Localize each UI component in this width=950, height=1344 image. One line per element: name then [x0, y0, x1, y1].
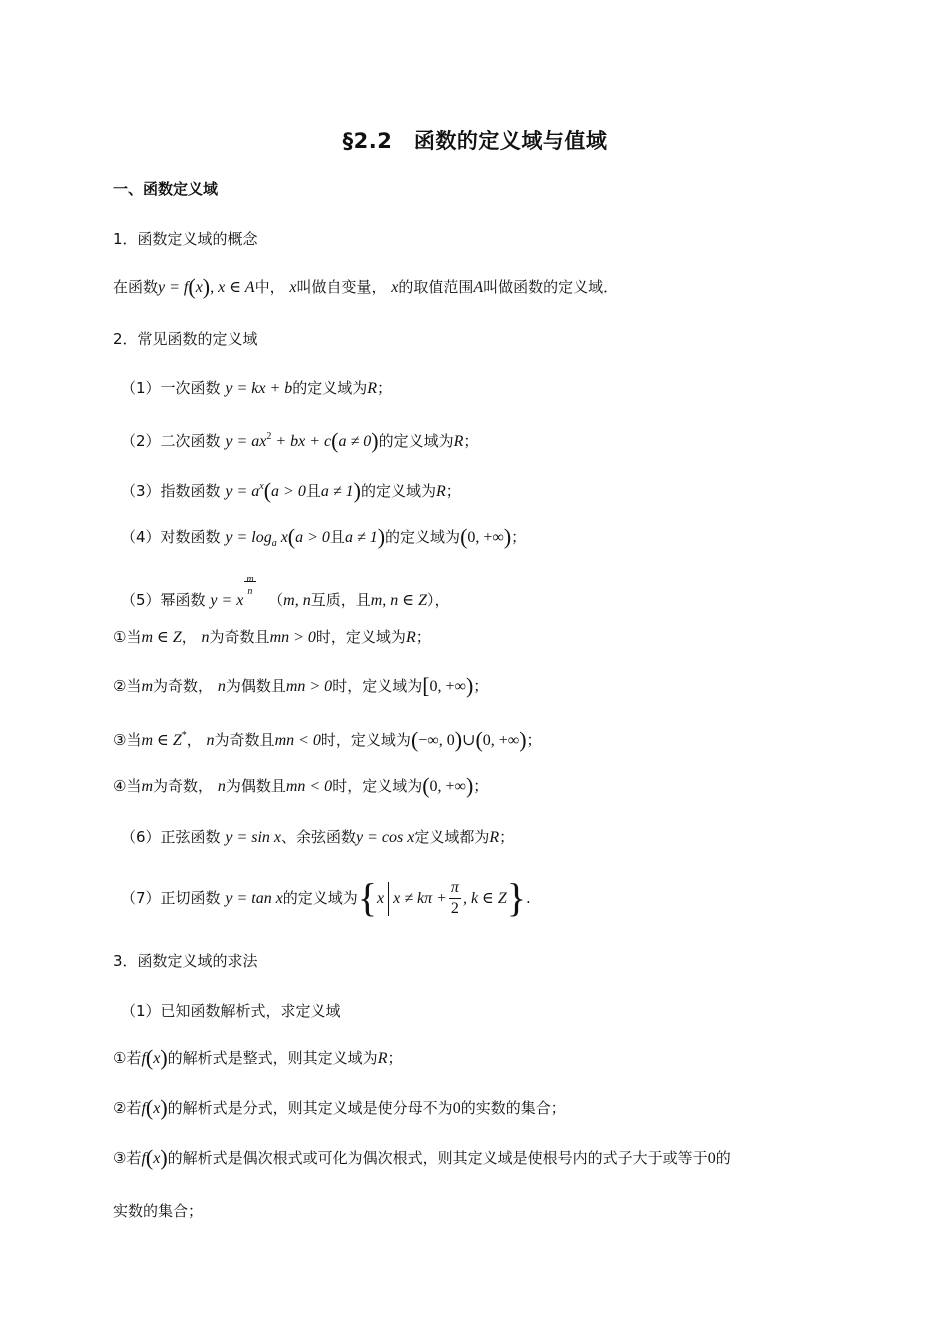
- item-exponential: （3）指数函数 $y = a^x(a > 0$且a ≠ 1)的定义域为R；: [121, 478, 461, 503]
- subheading-2: 2．常见函数的定义域: [113, 330, 258, 348]
- item-quadratic: （2）二次函数 $y = ax^2$ + bx + c(a ≠ 0)的定义域为R；: [121, 428, 479, 453]
- subheading-1: 1．函数定义域的概念: [113, 230, 258, 248]
- case-4: ④当m为奇数， n为偶数且mn < 0时，定义域为(0, +∞)；: [113, 773, 489, 798]
- item-linear: （1）一次函数 y = kx + b的定义域为R；: [121, 379, 393, 397]
- concept-paragraph: 在函数y = f(x), x ∈ A中， x叫做自变量， x的取值范围A叫做函数的定义域．: [113, 274, 619, 299]
- rule-1: ①若f(x)的解析式是整式，则其定义域为R；: [113, 1045, 403, 1070]
- item-sin-cos: （6）正弦函数 y = sin x、余弦函数y = cos x定义域都为R；: [121, 828, 515, 846]
- item-power: （5）幂函数 y = x m n （m, n互质，且m, n ∈ Z），: [121, 574, 450, 609]
- method-1: （1）已知函数解析式，求定义域: [121, 1002, 341, 1020]
- rule-3: ③若f(x)的解析式是偶次根式或可化为偶次根式，则其定义域是使根号内的式子大于或等于0的: [113, 1145, 731, 1170]
- rule-2: ②若f(x)的解析式是分式，则其定义域是使分母不为0的实数的集合；: [113, 1095, 566, 1120]
- case-2: ②当m为奇数， n为偶数且mn > 0时，定义域为[0, +∞)；: [113, 673, 489, 698]
- subheading-3: 3．函数定义域的求法: [113, 952, 258, 970]
- section-heading: 一、函数定义域: [113, 180, 219, 198]
- case-3: ③当m ∈ Z*， n为奇数且mn < 0时，定义域为(−∞, 0)∪(0, +∞)；: [113, 727, 542, 752]
- item-tan: （7）正切函数 y = tan x的定义域为{x x ≠ kπ + $\frac{\pi}{2}$ , k ∈ Z}.: [121, 875, 531, 920]
- item-logarithm: （4）对数函数 $y = \log_a x(a > 0$且a ≠ 1)的定义域为(0, +∞)；: [121, 524, 527, 549]
- case-1: ①当m ∈ Z， n为奇数且mn > 0时，定义域为R；: [113, 628, 431, 646]
- rule-3-continued: 实数的集合；: [113, 1202, 204, 1220]
- page-title: §2.2 函数的定义域与值域: [342, 129, 608, 153]
